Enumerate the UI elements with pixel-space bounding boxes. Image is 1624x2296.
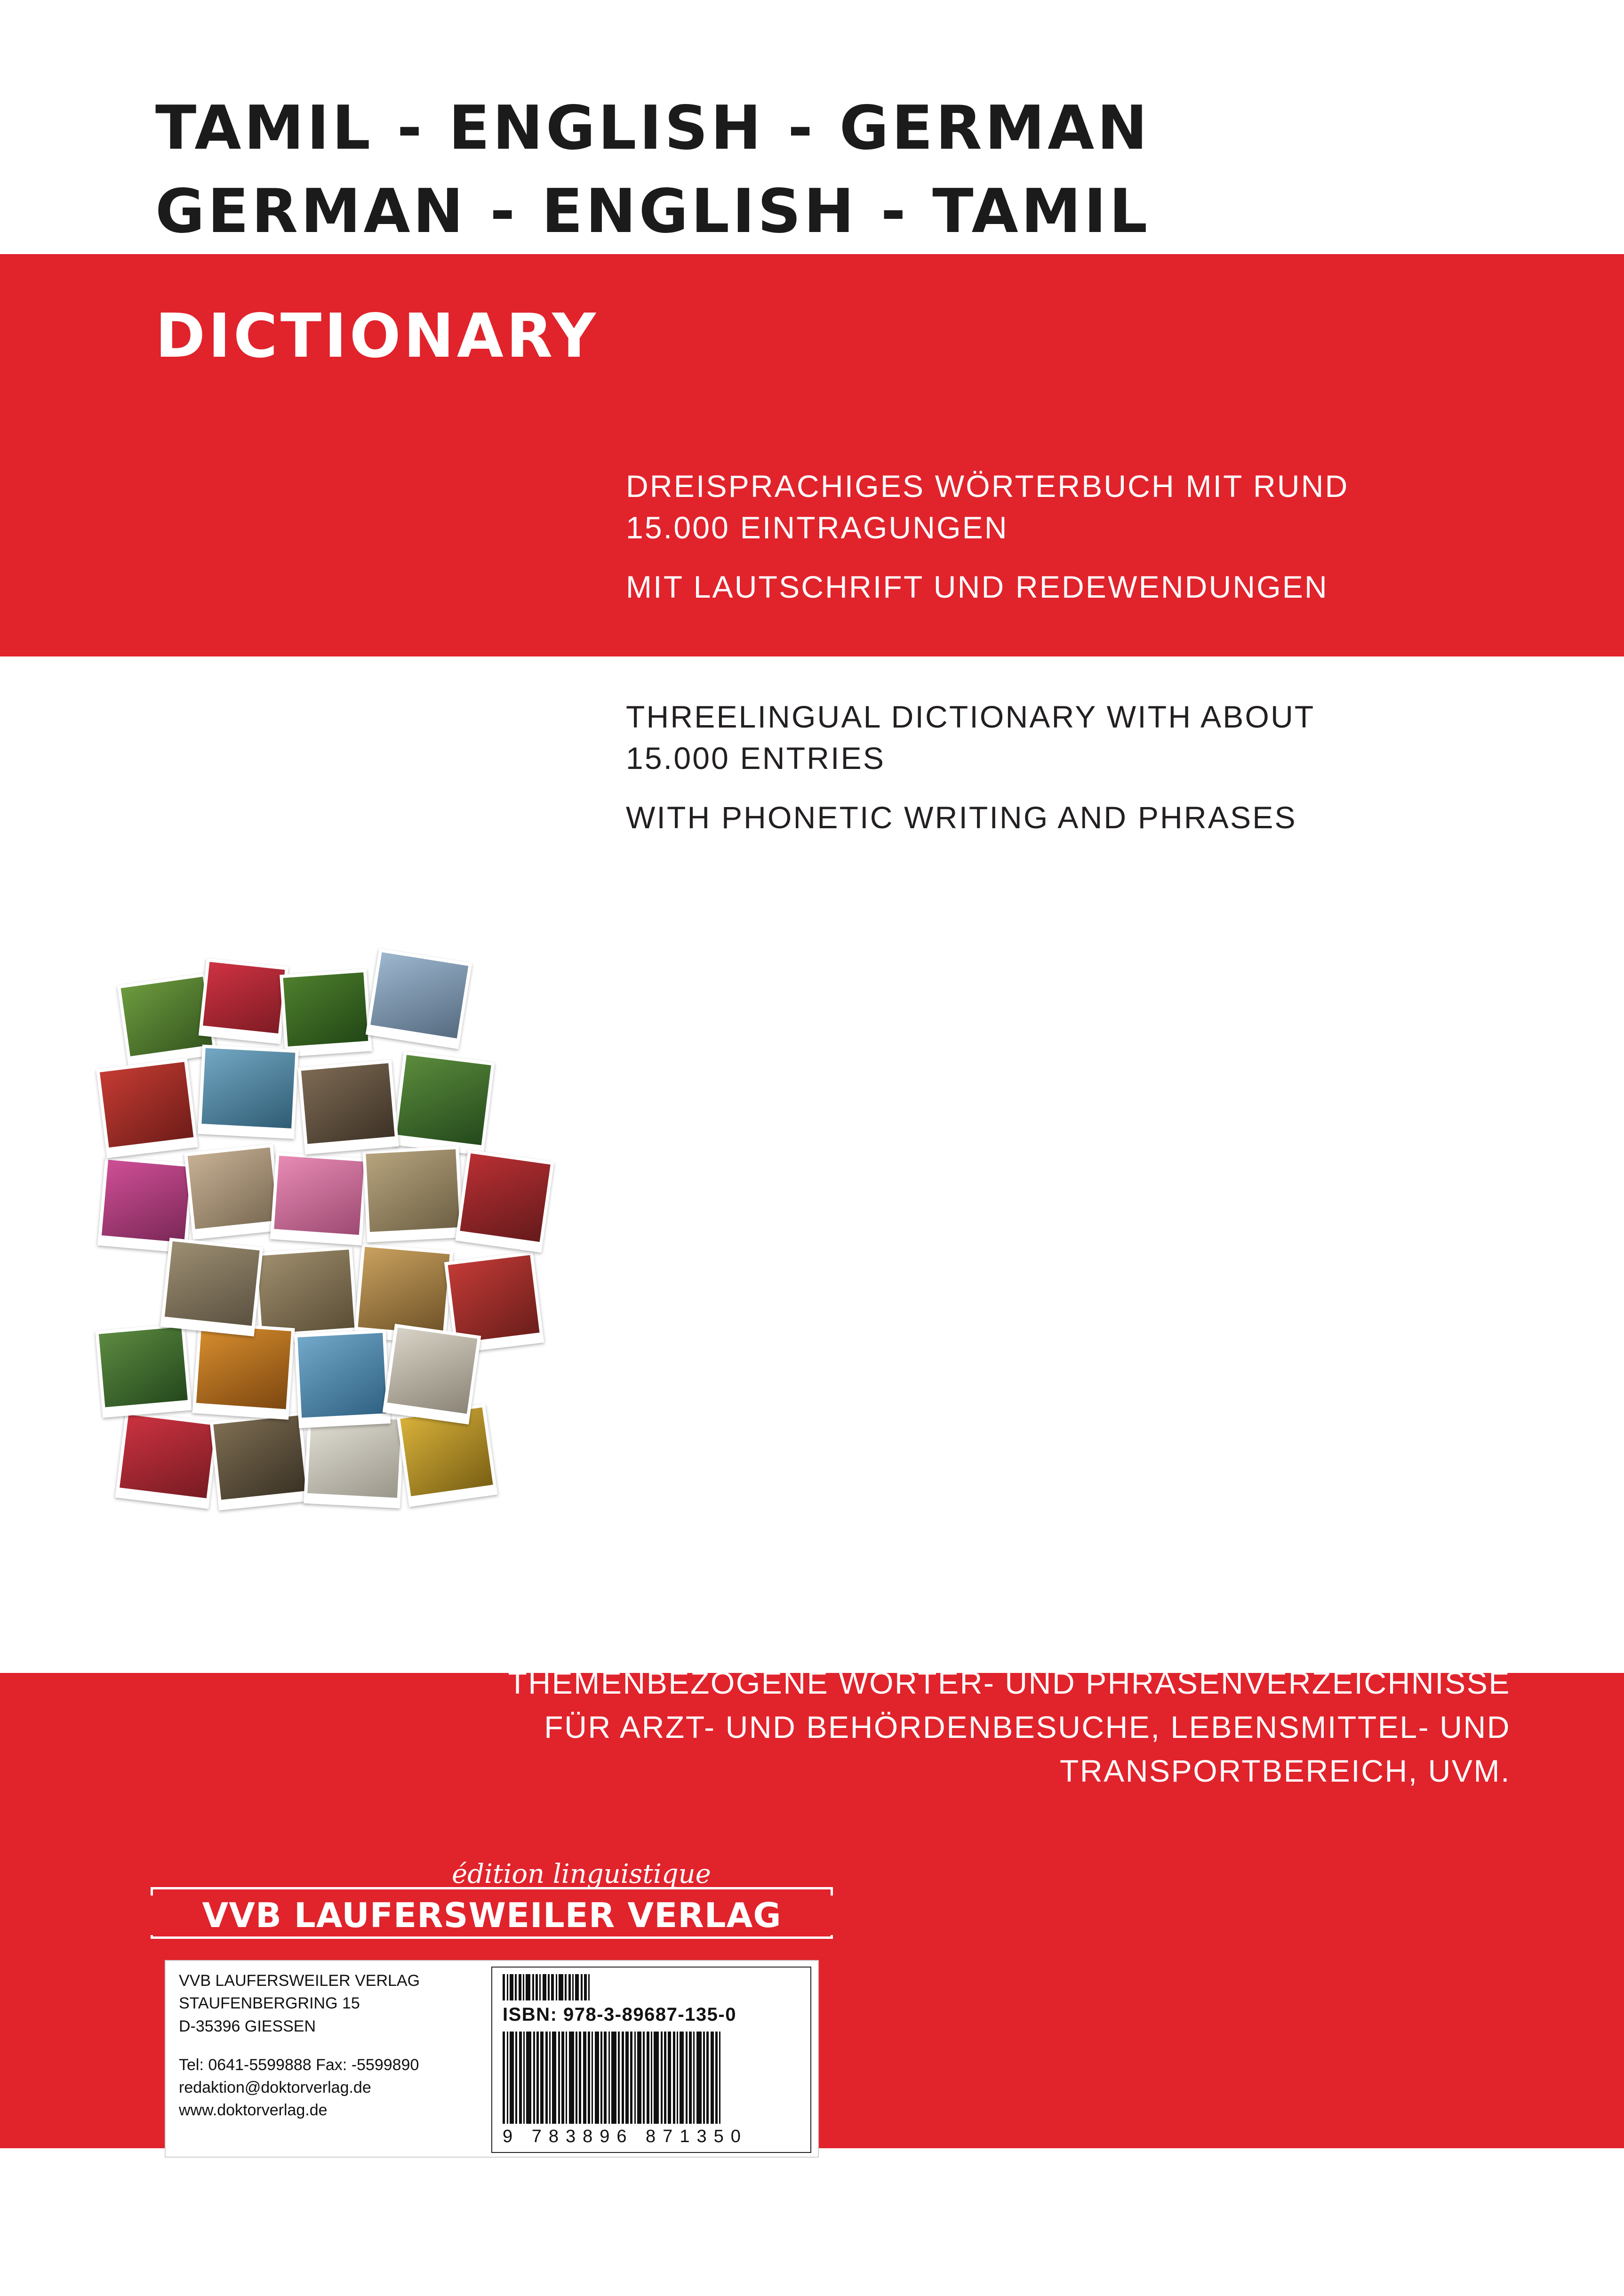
photo-image — [201, 1048, 295, 1128]
photo-temple-gopuram — [184, 1144, 282, 1240]
subtitle-english-line-3: WITH PHONETIC WRITING AND PHRASES — [626, 800, 1297, 835]
photo-image — [99, 1327, 188, 1408]
photo-coconut-palm — [392, 1051, 495, 1156]
isbn-label: ISBN: 978-3-89687-135-0 — [503, 2004, 736, 2025]
imprint-line-6: www.doktorverlag.de — [179, 2101, 328, 2120]
photo-image — [366, 1149, 459, 1232]
photo-red-flower — [199, 958, 288, 1044]
imprint-line-5: redaktion@doktorverlag.de — [179, 2079, 371, 2097]
subtitle-german-line-3: MIT LAUTSCHRIFT UND REDEWENDUNGEN — [626, 569, 1328, 604]
publisher-name: VVB LAUFERSWEILER VERLAG — [151, 1896, 833, 1935]
photo-green-leaf — [95, 1323, 192, 1418]
photo-image — [121, 977, 213, 1056]
photo-image — [257, 1249, 354, 1334]
photo-image — [297, 1333, 387, 1417]
cover-title — [155, 87, 1520, 253]
photo-lotus-flower — [270, 1152, 368, 1245]
photo-sunset-water — [192, 1321, 295, 1420]
subtitle-german — [626, 466, 1506, 608]
barcode-digits: 9 783896 871350 — [503, 2127, 748, 2146]
photo-image — [165, 1241, 260, 1326]
photo-image — [370, 952, 468, 1039]
subtitle-english — [626, 696, 1506, 838]
photo-image — [196, 1325, 291, 1409]
subtitle-english-line-1: THREELINGUAL DICTIONARY WITH ABOUT — [626, 699, 1315, 734]
bottom-line-1: THEMENBEZOGENE WÖRTER- UND PHRASENVERZEICHNISSE — [508, 1665, 1511, 1700]
photo-image — [274, 1156, 364, 1235]
imprint-line-2: STAUFENBERGRING 15 — [179, 1994, 360, 2013]
photo-image — [358, 1247, 450, 1334]
photo-elephant — [297, 1060, 399, 1155]
photo-fishing-net — [366, 948, 472, 1049]
imprint-line-4: Tel: 0641-5599888 Fax: -5599890 — [179, 2056, 419, 2074]
title-line-1: TAMIL - ENGLISH - GERMAN — [155, 93, 1151, 163]
title-line-2: GERMAN - ENGLISH - TAMIL — [155, 176, 1151, 247]
bottom-line-3: TRANSPORTBEREICH, UVM. — [1059, 1753, 1511, 1789]
photo-temple-facade — [362, 1146, 464, 1242]
photo-beach-palm — [294, 1329, 391, 1428]
photo-temple-cart — [96, 1058, 198, 1158]
imprint-box — [165, 1960, 819, 2158]
imprint-line-1: VVB LAUFERSWEILER VERLAG — [179, 1972, 420, 1990]
photo-red-hibiscus — [115, 1411, 219, 1509]
barcode-main-bars — [503, 2032, 722, 2124]
photo-image — [448, 1255, 540, 1343]
imprint-text — [179, 1969, 471, 2122]
photo-collage — [94, 946, 701, 1525]
dictionary-heading: DICTIONARY — [155, 301, 599, 371]
subtitle-german-line-2: 15.000 EINTRAGUNGEN — [626, 510, 1008, 545]
photo-monkey-tree — [210, 1412, 311, 1510]
photo-image — [307, 1415, 401, 1498]
barcode — [491, 1967, 811, 2153]
photo-image — [460, 1153, 550, 1242]
photo-mask-deity — [455, 1150, 554, 1253]
spacer — [626, 549, 1506, 567]
photo-image — [387, 1328, 478, 1414]
photo-image — [120, 1415, 216, 1498]
photo-image — [102, 1160, 191, 1243]
photo-white-sculpture — [383, 1324, 481, 1424]
photo-image — [283, 972, 368, 1047]
photo-green-palms — [280, 969, 372, 1057]
subtitle-german-line-1: DREISPRACHIGES WÖRTERBUCH MIT RUND — [626, 469, 1349, 504]
photo-boat-river — [198, 1045, 299, 1139]
spacer — [626, 779, 1506, 797]
bottom-line-2: FÜR ARZT- UND BEHÖRDENBESUCHE, LEBENSMITTEL- UND — [544, 1709, 1511, 1744]
imprint-line-3: D-35396 GIESSEN — [179, 2017, 316, 2035]
photo-image — [203, 962, 285, 1033]
photo-image — [188, 1147, 278, 1229]
subtitle-english-line-2: 15.000 ENTRIES — [626, 740, 886, 776]
bottom-description — [155, 1661, 1511, 1793]
publisher-logo — [151, 1859, 833, 1941]
photo-stone-face — [160, 1238, 264, 1336]
photo-image — [100, 1062, 193, 1148]
photo-image — [213, 1416, 306, 1500]
photo-image — [397, 1055, 491, 1145]
edition-linguistique-script: édition linguistique — [452, 1859, 711, 1889]
photo-image — [301, 1063, 395, 1144]
barcode-top-bars — [503, 1974, 592, 2000]
